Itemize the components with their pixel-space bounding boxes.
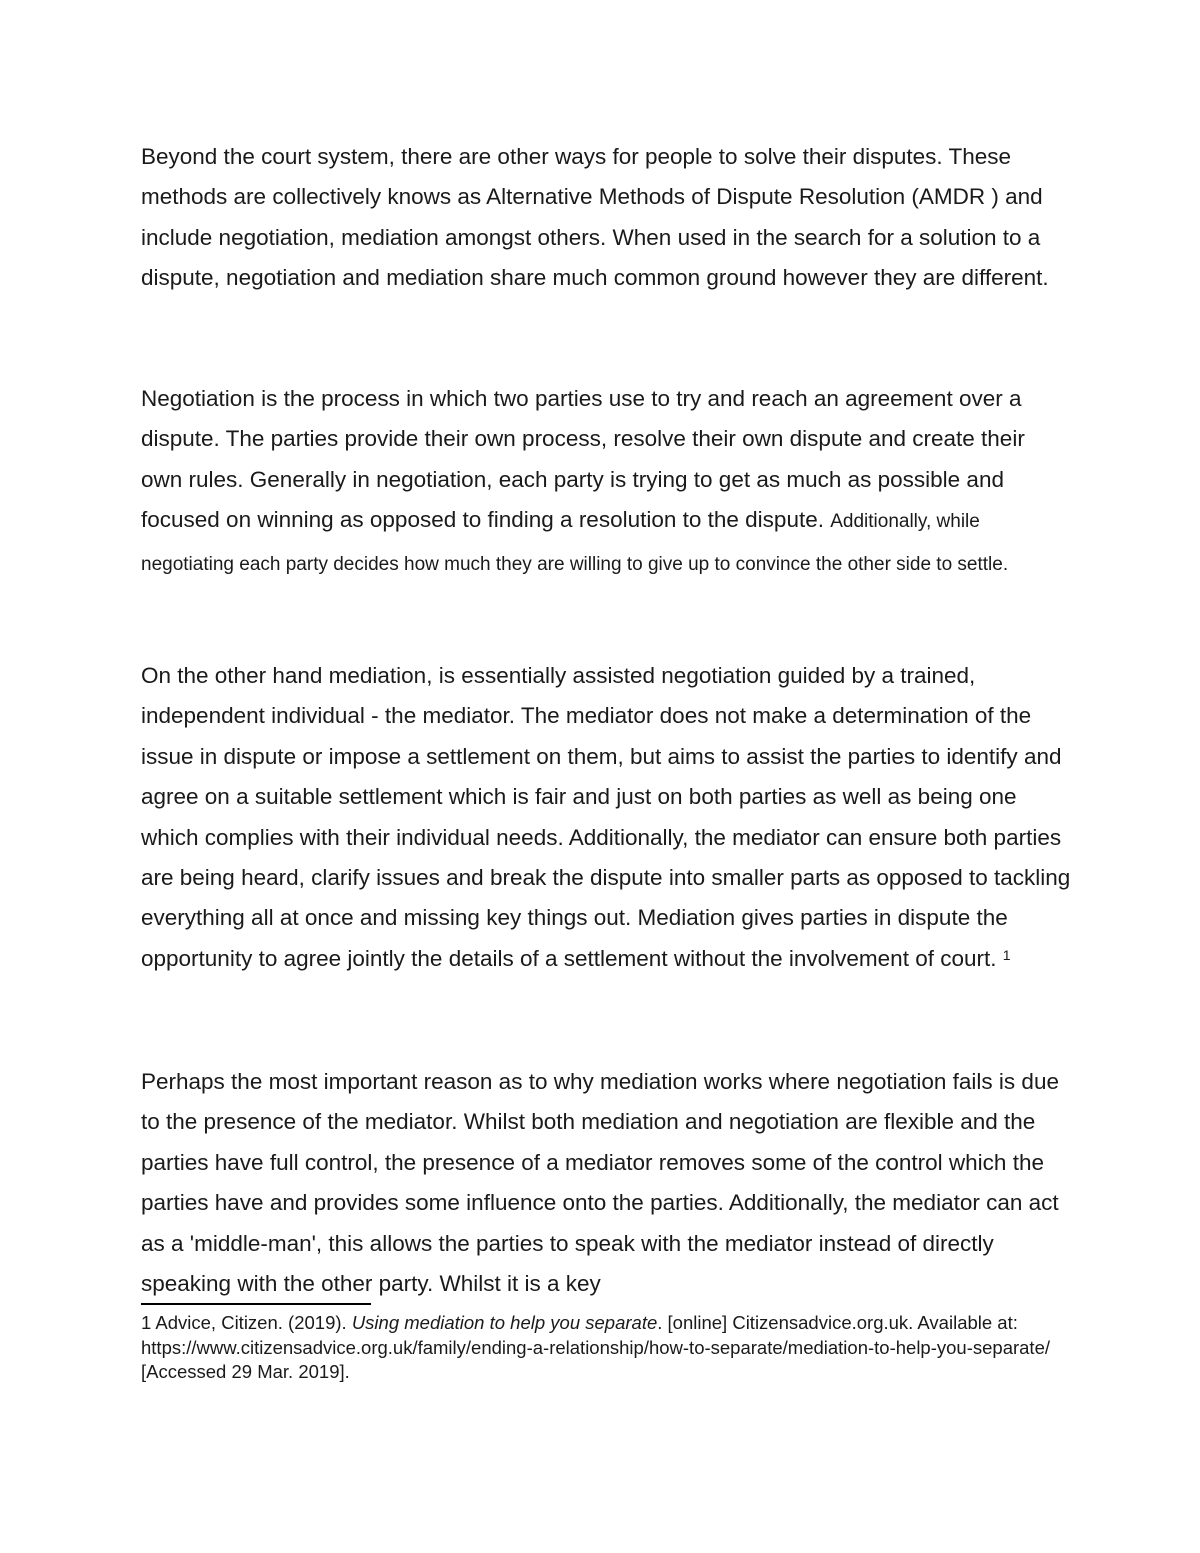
footnote bbox=[141, 1311, 1061, 1385]
paragraph-mediation-text: On the other hand mediation, is essentially assisted negotiation guided by a trained, independent individual - the mediator. The mediator does not make a determination of the issue in dispute or impose a settlement on them, but aims to assist the parties to identify and agree on a suitable settlement which is fair and just on both parties as well as being one which complies with their individual needs. Additionally, the mediator can ensure both parties are being heard, clarify issues and break the dispute into smaller parts as opposed to tackling everything all at once and missing key things out. Mediation gives parties in dispute the opportunity to agree jointly the details of a settlement without the involvement of court. bbox=[141, 663, 1071, 971]
paragraph-negotiation-additional: Additionally, while negotiating each party decides how much they are willing to give up to convince the other side to settle. bbox=[141, 511, 1009, 575]
footnote-prefix: 1 Advice, Citizen. (2019). bbox=[141, 1312, 352, 1333]
paragraph-reason bbox=[141, 1062, 1071, 1304]
footnote-reference[interactable]: 1 bbox=[1002, 946, 1011, 963]
footnote-separator bbox=[141, 1303, 371, 1305]
footnote-title: Using mediation to help you separate bbox=[351, 1312, 658, 1333]
footnote-suffix: . [online] Citizensadvice.org.uk. Available at: https://www.citizensadvice.org.uk/family/ending-a-relationship/how-to-separate/mediation-to-help-you-separate/ [Accessed 29 Mar. 2019]. bbox=[141, 1312, 1051, 1382]
paragraph-negotiation-text: Negotiation is the process in which two parties use to try and reach an agreement over a dispute. The parties provide their own process, resolve their own dispute and create their own rules. Generally in negotiation, each party is trying to get as much as possible and focused on winning as opposed to finding a resolution to the dispute. bbox=[141, 386, 1025, 533]
paragraph-reason-text: Perhaps the most important reason as to why mediation works where negotiation fails is due to the presence of the mediator. Whilst both mediation and negotiation are flexible and the parties have full control, the presence of a mediator removes some of the control which the parties have and provides some influence onto the parties. Additionally, the mediator can act as a 'middle-man', this allows the parties to speak with the mediator instead of directly speaking with the other party. Whilst it is a key bbox=[141, 1069, 1059, 1297]
paragraph-mediation bbox=[141, 656, 1071, 979]
paragraph-negotiation bbox=[141, 379, 1071, 585]
paragraph-intro-text: Beyond the court system, there are other ways for people to solve their disputes. These methods are collectively knows as Alternative Methods of Dispute Resolution (AMDR ) and include negotiation, mediation amongst others. When used in the search for a solution to a dispute, negotiation and mediation share much common ground however they are different. bbox=[141, 144, 1049, 291]
paragraph-intro bbox=[141, 137, 1071, 299]
